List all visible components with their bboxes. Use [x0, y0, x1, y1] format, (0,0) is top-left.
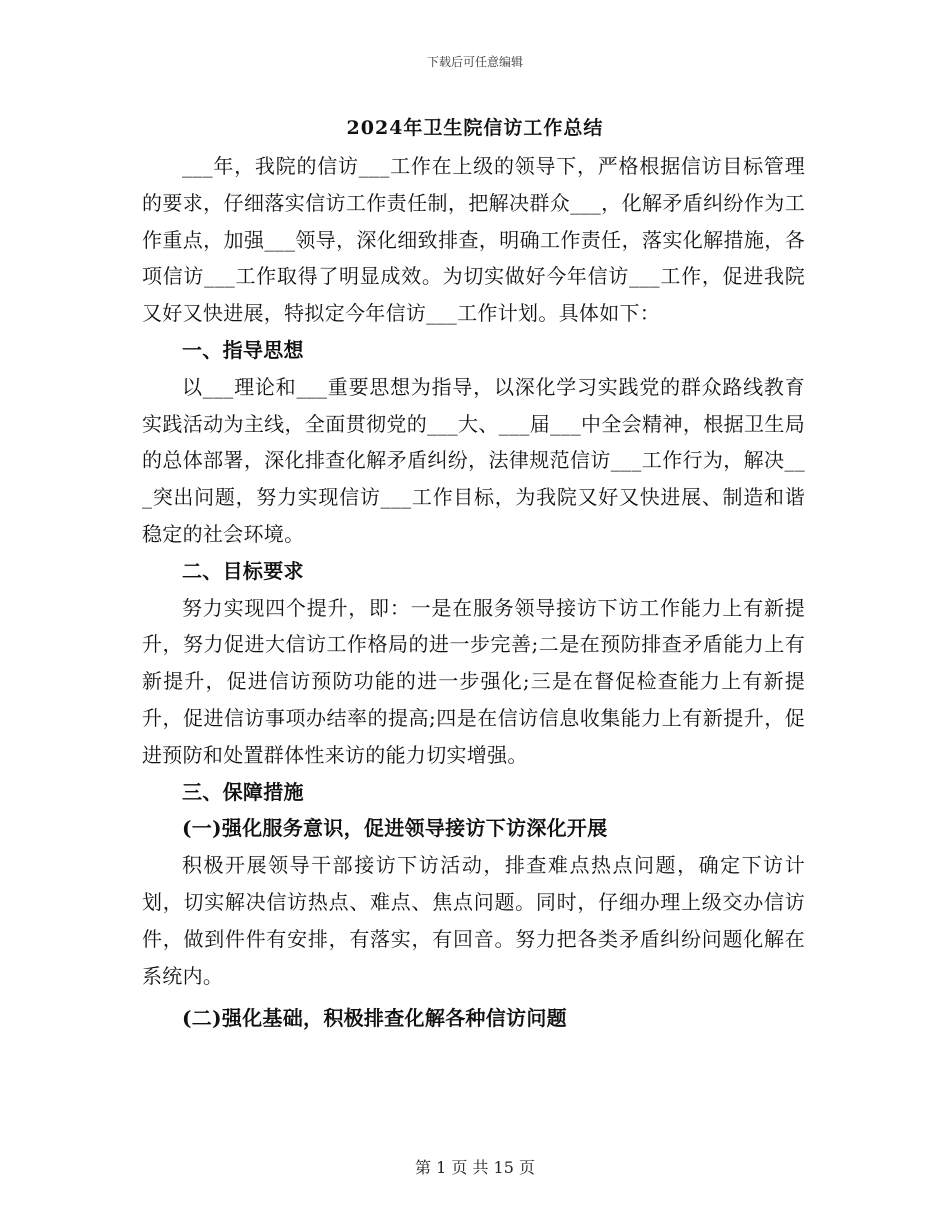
section-heading-safeguards: 三、保障措施: [182, 779, 304, 804]
objectives-paragraph: 努力实现四个提升，即：一是在服务领导接访下访工作能力上有新提升，努力促进大信访工作格局的进一步完善;二是在预防排查矛盾能力上有新提升，促进信访预防功能的进一步强化;三是在督促检查能力上有新提升，促进信访事项办结率的提高;四是在信访信息收集能力上有新提升，促进预防和处置群体性来访的能力切实增强。: [142, 595, 805, 767]
document-body: [142, 148, 805, 1037]
subsection-heading-2: (二)强化基础，积极排查化解各种信访问题: [182, 1006, 567, 1031]
guiding-ideology-paragraph: 以___理论和___重要思想为指导，以深化学习实践党的群众路线教育实践活动为主线，全面贯彻党的___大、___届___中全会精神，根据卫生局的总体部署，深化排查化解矛盾纠纷，法律规范信访___工作行为，解决___突出问题，努力实现信访___工作目标，为我院又好又快进展、制造和谐稳定的社会环境。: [142, 374, 805, 546]
subsection-heading-1: (一)强化服务意识，促进领导接访下访深化开展: [182, 816, 608, 841]
section-heading-objectives: 二、目标要求: [182, 558, 304, 583]
page-header-note: 下载后可任意编辑: [426, 55, 523, 69]
subsection-1-paragraph: 积极开展领导干部接访下访活动，排查难点热点问题，确定下访计划，切实解决信访热点、难点、焦点问题。同时，仔细办理上级交办信访件，做到件件有安排，有落实，有回音。努力把各类矛盾纠纷问题化解在系统内。: [142, 853, 805, 988]
document-title: 2024年卫生院信访工作总结: [346, 117, 604, 139]
intro-paragraph: ___年，我院的信访___工作在上级的领导下，严格根据信访目标管理的要求，仔细落实信访工作责任制，把解决群众___，化解矛盾纠纷作为工作重点，加强___领导，深化细致排查，明确工作责任，落实化解措施，各项信访___工作取得了明显成效。为切实做好今年信访___工作，促进我院又好又快进展，特拟定今年信访___工作计划。具体如下：: [142, 154, 805, 326]
section-heading-guiding-ideology: 一、指导思想: [182, 337, 304, 362]
page-number-footer: 第 1 页 共 15 页: [415, 1158, 535, 1177]
